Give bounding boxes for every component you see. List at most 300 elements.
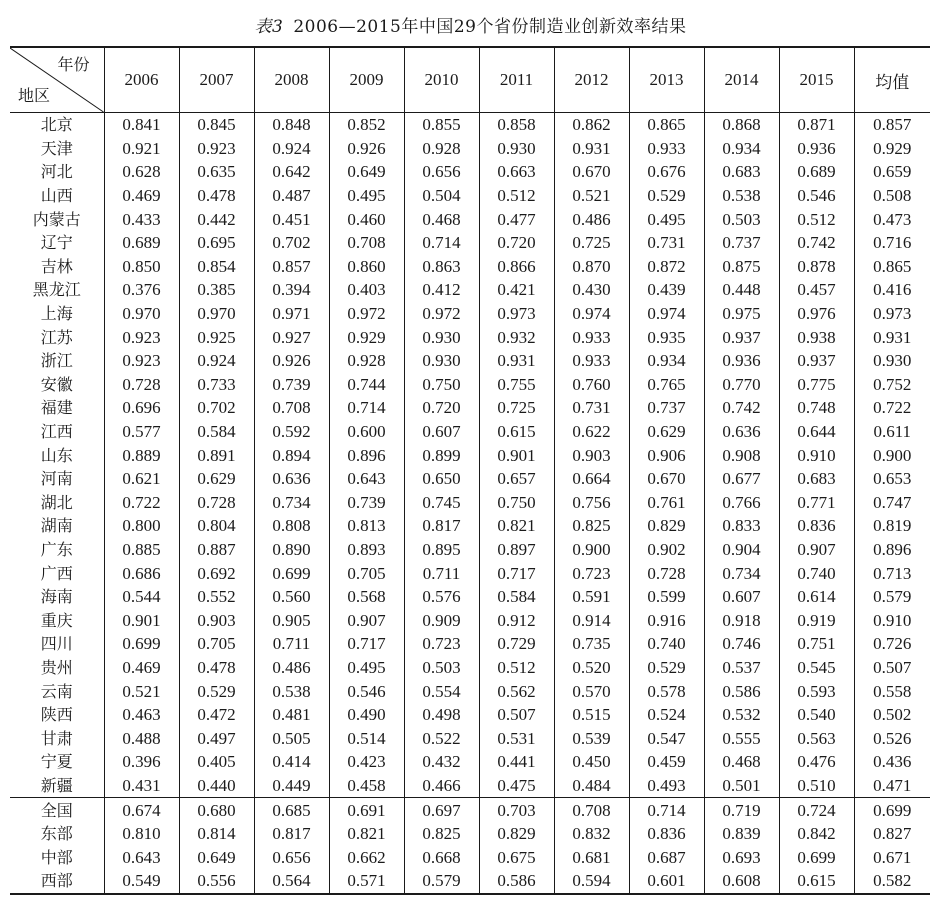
value-cell: 0.547 [629,726,704,750]
mean-cell: 0.747 [854,491,930,515]
mean-cell: 0.671 [854,845,930,869]
value-cell: 0.723 [554,561,629,585]
value-cell: 0.570 [554,679,629,703]
value-cell: 0.918 [704,608,779,632]
value-cell: 0.817 [254,822,329,846]
value-cell: 0.649 [179,845,254,869]
value-cell: 0.974 [629,302,704,326]
value-cell: 0.472 [179,703,254,727]
value-cell: 0.504 [404,184,479,208]
value-cell: 0.862 [554,113,629,137]
value-cell: 0.914 [554,608,629,632]
value-cell: 0.924 [254,137,329,161]
value-cell: 0.448 [704,278,779,302]
value-cell: 0.515 [554,703,629,727]
region-cell: 东部 [40,824,73,844]
value-cell: 0.865 [629,113,704,137]
value-cell: 0.903 [554,443,629,467]
value-cell: 0.670 [554,160,629,184]
value-cell: 0.636 [704,420,779,444]
value-cell: 0.928 [404,137,479,161]
mean-cell: 0.579 [854,585,930,609]
mean-cell: 0.819 [854,514,930,538]
value-cell: 0.692 [179,561,254,585]
year-axis-label: 年份 [57,55,90,74]
value-cell: 0.845 [179,113,254,137]
value-cell: 0.430 [554,278,629,302]
region-cell: 广东 [40,539,73,559]
region-cell: 内蒙古 [32,209,81,229]
value-cell: 0.904 [704,538,779,562]
mean-cell: 0.582 [854,869,930,894]
value-cell: 0.746 [704,632,779,656]
value-cell: 0.933 [629,137,704,161]
table-row [10,373,930,397]
value-cell: 0.505 [254,726,329,750]
value-cell: 0.808 [254,514,329,538]
mean-cell: 0.973 [854,302,930,326]
table-title: 2006—2015年中国29个省份制造业创新效率结果 [293,17,687,37]
value-cell: 0.644 [779,420,854,444]
value-cell: 0.475 [479,774,554,798]
table-row [10,231,930,255]
value-cell: 0.848 [254,113,329,137]
value-cell: 0.484 [554,774,629,798]
column-header: 2015 [779,47,854,113]
table-row [10,278,930,302]
value-cell: 0.932 [479,325,554,349]
value-cell: 0.478 [179,184,254,208]
value-cell: 0.487 [254,184,329,208]
value-cell: 0.705 [179,632,254,656]
value-cell: 0.592 [254,420,329,444]
corner-header-cell [10,47,104,113]
value-cell: 0.891 [179,443,254,467]
value-cell: 0.687 [629,845,704,869]
value-cell: 0.719 [704,798,779,822]
table-row [10,396,930,420]
mean-cell: 0.508 [854,184,930,208]
value-cell: 0.734 [704,561,779,585]
column-header: 2007 [179,47,254,113]
value-cell: 0.486 [554,207,629,231]
value-cell: 0.394 [254,278,329,302]
value-cell: 0.538 [254,679,329,703]
value-cell: 0.930 [404,325,479,349]
value-cell: 0.431 [104,774,179,798]
value-cell: 0.717 [329,632,404,656]
value-cell: 0.733 [179,373,254,397]
table-row [10,774,930,798]
column-header: 2014 [704,47,779,113]
value-cell: 0.586 [704,679,779,703]
value-cell: 0.556 [179,869,254,894]
value-cell: 0.871 [779,113,854,137]
value-cell: 0.836 [629,822,704,846]
mean-cell: 0.910 [854,608,930,632]
value-cell: 0.923 [104,325,179,349]
value-cell: 0.720 [479,231,554,255]
mean-cell: 0.416 [854,278,930,302]
value-cell: 0.900 [554,538,629,562]
value-cell: 0.451 [254,207,329,231]
value-cell: 0.564 [254,869,329,894]
value-cell: 0.902 [629,538,704,562]
value-cell: 0.699 [254,561,329,585]
mean-cell: 0.865 [854,255,930,279]
value-cell: 0.683 [704,160,779,184]
table-row [10,113,930,137]
table-row [10,420,930,444]
value-cell: 0.584 [479,585,554,609]
value-cell: 0.928 [329,349,404,373]
value-cell: 0.691 [329,798,404,822]
value-cell: 0.821 [479,514,554,538]
value-cell: 0.498 [404,703,479,727]
value-cell: 0.714 [629,798,704,822]
value-cell: 0.529 [629,656,704,680]
value-cell: 0.910 [779,443,854,467]
value-cell: 0.836 [779,514,854,538]
column-header: 2010 [404,47,479,113]
value-cell: 0.423 [329,750,404,774]
value-cell: 0.635 [179,160,254,184]
table-row [10,869,930,894]
table-number: 表3 [254,17,284,37]
mean-cell: 0.526 [854,726,930,750]
value-cell: 0.697 [404,798,479,822]
value-cell: 0.663 [479,160,554,184]
value-cell: 0.901 [479,443,554,467]
value-cell: 0.466 [404,774,479,798]
table-row [10,656,930,680]
table-row [10,184,930,208]
region-cell: 山西 [40,186,73,206]
mean-cell: 0.471 [854,774,930,798]
value-cell: 0.442 [179,207,254,231]
table-row [10,137,930,161]
value-cell: 0.728 [179,491,254,515]
table-row [10,632,930,656]
value-cell: 0.737 [629,396,704,420]
value-cell: 0.895 [404,538,479,562]
value-cell: 0.906 [629,443,704,467]
value-cell: 0.560 [254,585,329,609]
value-cell: 0.750 [404,373,479,397]
table-row [10,750,930,774]
region-cell: 浙江 [40,351,73,371]
value-cell: 0.376 [104,278,179,302]
column-header: 2012 [554,47,629,113]
region-cell: 福建 [40,398,73,418]
region-cell: 云南 [40,681,73,701]
value-cell: 0.577 [104,420,179,444]
mean-cell: 0.827 [854,822,930,846]
value-cell: 0.921 [104,137,179,161]
value-cell: 0.771 [779,491,854,515]
value-cell: 0.662 [329,845,404,869]
value-cell: 0.934 [704,137,779,161]
value-cell: 0.670 [629,467,704,491]
region-cell: 吉林 [40,256,73,276]
region-cell: 上海 [40,304,73,324]
value-cell: 0.546 [779,184,854,208]
region-cell: 黑龙江 [32,280,81,300]
value-cell: 0.878 [779,255,854,279]
region-cell: 中部 [40,847,73,867]
value-cell: 0.699 [104,632,179,656]
value-cell: 0.970 [104,302,179,326]
table-row [10,514,930,538]
value-cell: 0.539 [554,726,629,750]
value-cell: 0.870 [554,255,629,279]
mean-cell: 0.857 [854,113,930,137]
table-row [10,207,930,231]
value-cell: 0.728 [104,373,179,397]
region-cell: 新疆 [40,775,73,795]
value-cell: 0.686 [104,561,179,585]
value-cell: 0.628 [104,160,179,184]
value-cell: 0.839 [704,822,779,846]
value-cell: 0.552 [179,585,254,609]
value-cell: 0.737 [704,231,779,255]
value-cell: 0.385 [179,278,254,302]
mean-cell: 0.558 [854,679,930,703]
value-cell: 0.923 [179,137,254,161]
value-cell: 0.745 [404,491,479,515]
value-cell: 0.463 [104,703,179,727]
value-cell: 0.459 [629,750,704,774]
value-cell: 0.899 [404,443,479,467]
value-cell: 0.972 [404,302,479,326]
table-row [10,302,930,326]
value-cell: 0.607 [704,585,779,609]
value-cell: 0.507 [479,703,554,727]
value-cell: 0.629 [629,420,704,444]
value-cell: 0.740 [779,561,854,585]
region-cell: 西部 [10,869,104,894]
value-cell: 0.829 [479,822,554,846]
value-cell: 0.689 [779,160,854,184]
value-cell: 0.971 [254,302,329,326]
value-cell: 0.866 [479,255,554,279]
value-cell: 0.894 [254,443,329,467]
value-cell: 0.469 [104,656,179,680]
value-cell: 0.724 [779,798,854,822]
value-cell: 0.744 [329,373,404,397]
value-cell: 0.457 [779,278,854,302]
value-cell: 0.887 [179,538,254,562]
value-cell: 0.495 [629,207,704,231]
value-cell: 0.708 [254,396,329,420]
value-cell: 0.514 [329,726,404,750]
value-cell: 0.714 [404,231,479,255]
mean-cell: 0.722 [854,396,930,420]
value-cell: 0.842 [779,822,854,846]
value-cell: 0.739 [329,491,404,515]
value-cell: 0.825 [404,822,479,846]
table-row [10,845,930,869]
column-header-mean: 均值 [854,47,930,113]
summary-rows [10,798,930,894]
value-cell: 0.926 [254,349,329,373]
value-cell: 0.538 [704,184,779,208]
value-cell: 0.524 [629,703,704,727]
mean-cell: 0.931 [854,325,930,349]
table-row [10,255,930,279]
region-cell: 江苏 [40,327,73,347]
value-cell: 0.668 [404,845,479,869]
value-cell: 0.439 [629,278,704,302]
value-cell: 0.497 [179,726,254,750]
value-cell: 0.751 [779,632,854,656]
table-row [10,491,930,515]
mean-cell: 0.507 [854,656,930,680]
value-cell: 0.677 [704,467,779,491]
table-row [10,443,930,467]
table-row [10,349,930,373]
value-cell: 0.615 [779,869,854,894]
mean-cell: 0.900 [854,443,930,467]
table-row [10,703,930,727]
value-cell: 0.933 [554,349,629,373]
value-cell: 0.825 [554,514,629,538]
value-cell: 0.563 [779,726,854,750]
value-cell: 0.578 [629,679,704,703]
header-row [10,47,930,113]
mean-cell: 0.929 [854,137,930,161]
mean-cell: 0.716 [854,231,930,255]
value-cell: 0.537 [704,656,779,680]
value-cell: 0.656 [254,845,329,869]
value-cell: 0.933 [554,325,629,349]
value-cell: 0.926 [329,137,404,161]
value-cell: 0.621 [104,467,179,491]
value-cell: 0.601 [629,869,704,894]
value-cell: 0.468 [404,207,479,231]
value-cell: 0.501 [704,774,779,798]
column-header: 2006 [104,47,179,113]
value-cell: 0.731 [629,231,704,255]
region-cell: 全国 [10,798,104,822]
value-cell: 0.929 [329,325,404,349]
value-cell: 0.810 [104,822,179,846]
value-cell: 0.852 [329,113,404,137]
value-cell: 0.649 [329,160,404,184]
value-cell: 0.450 [554,750,629,774]
value-cell: 0.875 [704,255,779,279]
value-cell: 0.522 [404,726,479,750]
value-cell: 0.521 [104,679,179,703]
mean-cell: 0.611 [854,420,930,444]
value-cell: 0.937 [704,325,779,349]
value-cell: 0.458 [329,774,404,798]
value-cell: 0.889 [104,443,179,467]
column-header: 2011 [479,47,554,113]
value-cell: 0.723 [404,632,479,656]
value-cell: 0.800 [104,514,179,538]
value-cell: 0.396 [104,750,179,774]
value-cell: 0.705 [329,561,404,585]
value-cell: 0.468 [704,750,779,774]
value-cell: 0.607 [404,420,479,444]
value-cell: 0.702 [179,396,254,420]
value-cell: 0.714 [329,396,404,420]
value-cell: 0.469 [104,184,179,208]
value-cell: 0.512 [779,207,854,231]
value-cell: 0.622 [554,420,629,444]
value-cell: 0.761 [629,491,704,515]
value-cell: 0.599 [629,585,704,609]
value-cell: 0.600 [329,420,404,444]
region-cell: 甘肃 [40,728,73,748]
value-cell: 0.923 [104,349,179,373]
value-cell: 0.546 [329,679,404,703]
value-cell: 0.629 [179,467,254,491]
value-cell: 0.412 [404,278,479,302]
mean-cell: 0.713 [854,561,930,585]
value-cell: 0.549 [104,869,179,894]
table-row [10,608,930,632]
region-cell: 广西 [40,563,73,583]
value-cell: 0.432 [404,750,479,774]
value-cell: 0.608 [704,869,779,894]
region-cell: 陕西 [40,705,73,725]
value-cell: 0.897 [479,538,554,562]
value-cell: 0.814 [179,822,254,846]
value-cell: 0.717 [479,561,554,585]
value-cell: 0.531 [479,726,554,750]
region-cell: 湖南 [40,516,73,536]
value-cell: 0.868 [704,113,779,137]
value-cell: 0.890 [254,538,329,562]
value-cell: 0.936 [704,349,779,373]
value-cell: 0.708 [554,798,629,822]
value-cell: 0.742 [704,396,779,420]
value-cell: 0.857 [254,255,329,279]
value-cell: 0.770 [704,373,779,397]
value-cell: 0.821 [329,822,404,846]
value-cell: 0.642 [254,160,329,184]
value-cell: 0.725 [479,396,554,420]
region-cell: 安徽 [40,374,73,394]
value-cell: 0.656 [404,160,479,184]
region-cell: 重庆 [40,610,73,630]
value-cell: 0.532 [704,703,779,727]
value-cell: 0.934 [629,349,704,373]
mean-cell: 0.473 [854,207,930,231]
value-cell: 0.850 [104,255,179,279]
value-cell: 0.739 [254,373,329,397]
table-row [10,561,930,585]
value-cell: 0.476 [779,750,854,774]
region-cell: 江西 [40,422,73,442]
value-cell: 0.571 [329,869,404,894]
value-cell: 0.675 [479,845,554,869]
value-cell: 0.664 [554,467,629,491]
value-cell: 0.742 [779,231,854,255]
value-cell: 0.405 [179,750,254,774]
table-row [10,585,930,609]
value-cell: 0.804 [179,514,254,538]
region-cell: 辽宁 [40,233,73,253]
value-cell: 0.975 [704,302,779,326]
value-cell: 0.478 [179,656,254,680]
value-cell: 0.529 [179,679,254,703]
value-cell: 0.722 [104,491,179,515]
mean-cell: 0.896 [854,538,930,562]
value-cell: 0.931 [554,137,629,161]
